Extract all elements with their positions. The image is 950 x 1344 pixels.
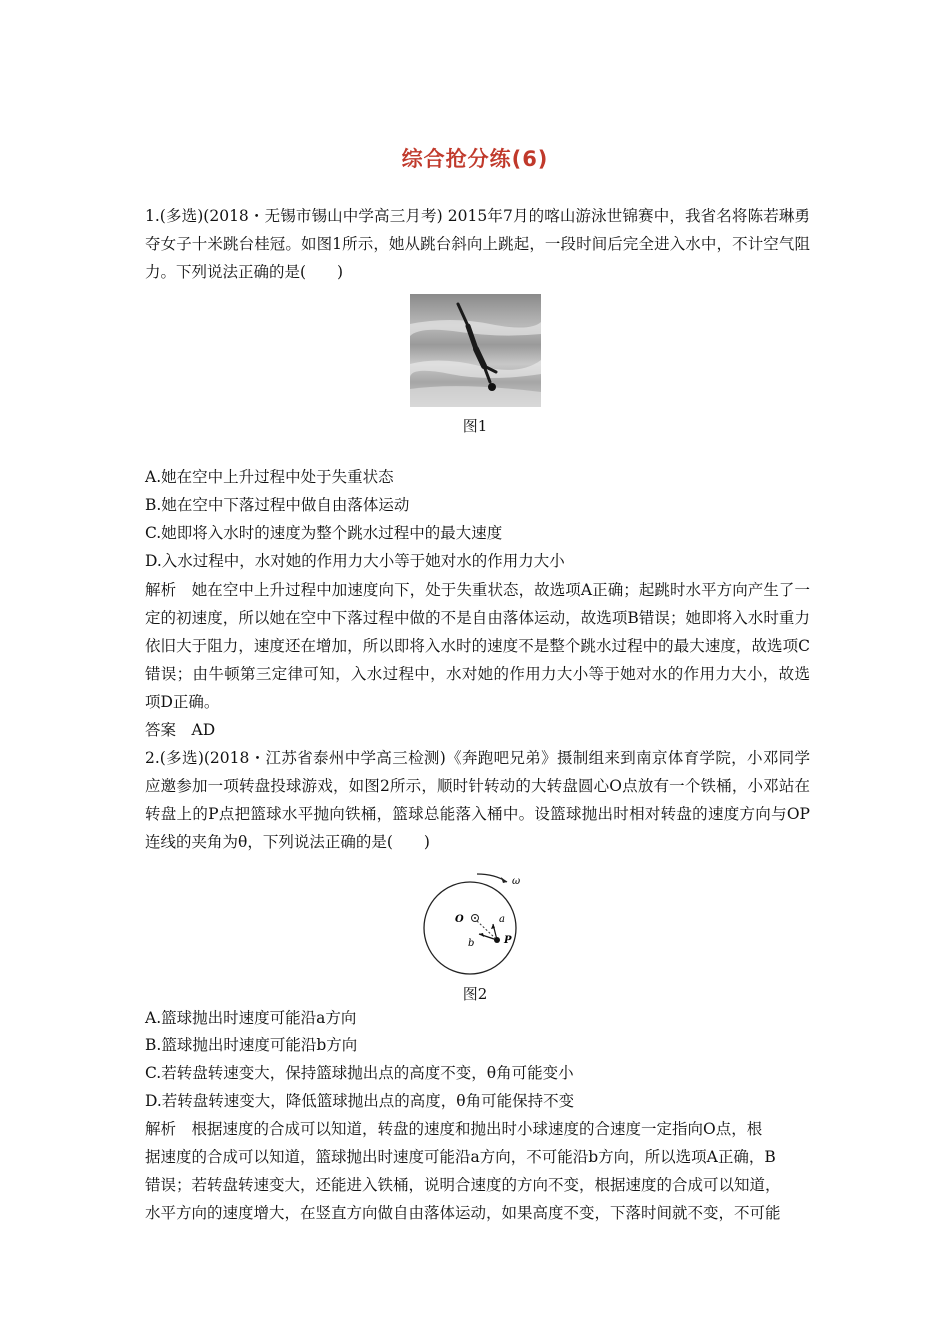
q2-analysis-line-1: 解析 根据速度的合成可以知道，转盘的速度和抛出时小球速度的合速度一定指向O点，根 [145, 1120, 763, 1138]
q2-analysis-line-3: 错误；若转盘转速变大，还能进入铁桶，说明合速度的方向不变，根据速度的合成可以知道， [145, 1176, 781, 1194]
question-2-stem: 2.(多选)(2018・江苏省泰州中学高三检测)《奔跑吧兄弟》摄制组来到南京体育学院，小邓同学应邀参加一项转盘投球游戏，如图2所示，顺时针转动的大转盘圆心O点放有一个铁桶，小邓站在转盘上的P点把篮球水平抛向铁桶，篮球总能落入桶中。设篮球抛出时相对转盘的速度方向与OP连线的夹角为θ，下列说法正确的是( ) [145, 749, 810, 851]
q2-analysis-line-4: 水平方向的速度增大，在竖直方向做自由落体运动，如果高度不变，下落时间就不变，不可能 [145, 1204, 781, 1222]
q1-option-c: C.她即将入水时的速度为整个跳水过程中的最大速度 [145, 524, 503, 542]
page-title: 综合抢分练(6) [401, 147, 549, 171]
turntable-circle [424, 882, 516, 974]
figure-2-turntable-diagram [415, 868, 540, 983]
label-a: a [499, 914, 505, 925]
diver-illustration [410, 294, 541, 407]
q1-answer: 答案 AD [145, 721, 216, 739]
q2-analysis-line-2: 据速度的合成可以知道，篮球抛出时速度可能沿a方向，不可能沿b方向，所以选项A正确，B [145, 1148, 776, 1166]
figure-1-caption: 图1 [462, 417, 488, 435]
q2-option-b: B.篮球抛出时速度可能沿b方向 [145, 1036, 358, 1054]
point-p-marker [494, 937, 500, 943]
figure-2-caption: 图2 [462, 985, 488, 1003]
question-1-stem: 1.(多选)(2018・无锡市锡山中学高三月考) 2015年7月的喀山游泳世锦赛中，我省名将陈若琳勇夺女子十米跳台桂冠。如图1所示，她从跳台斜向上跳起，一段时间后完全进入水中，不计空气阻力。下列说法正确的是( ) [145, 207, 810, 281]
q2-option-c: C.若转盘转速变大，保持篮球抛出点的高度不变，θ角可能变小 [145, 1064, 574, 1082]
label-b: b [468, 938, 475, 949]
q1-option-b: B.她在空中下落过程中做自由落体运动 [145, 496, 410, 514]
figure-1-photo [410, 294, 541, 407]
q1-option-a: A.她在空中上升过程中处于失重状态 [145, 468, 394, 486]
q2-option-d: D.若转盘转速变大，降低篮球抛出点的高度，θ角可能保持不变 [145, 1092, 575, 1110]
label-p: P [504, 935, 512, 946]
center-o-label: O [455, 914, 464, 925]
q1-option-d: D.入水过程中，水对她的作用力大小等于她对水的作用力大小 [145, 552, 565, 570]
q1-analysis: 解析 她在空中上升过程中加速度向下，处于失重状态，故选项A正确；起跳时水平方向产生了一定的初速度，所以她在空中下落过程中做的不是自由落体运动，故选项B错误；她即将入水时重力依旧大于阻力，速度还在增加，所以即将入水时的速度不是整个跳水过程中的最大速度，故选项C错误；由牛顿第三定律可知，入水过程中，水对她的作用力大小等于她对水的作用力大小，故选项D正确。 [145, 581, 810, 711]
op-dashed-line [477, 921, 495, 938]
omega-label: ω [512, 876, 521, 887]
q2-option-a: A.篮球抛出时速度可能沿a方向 [145, 1009, 357, 1027]
